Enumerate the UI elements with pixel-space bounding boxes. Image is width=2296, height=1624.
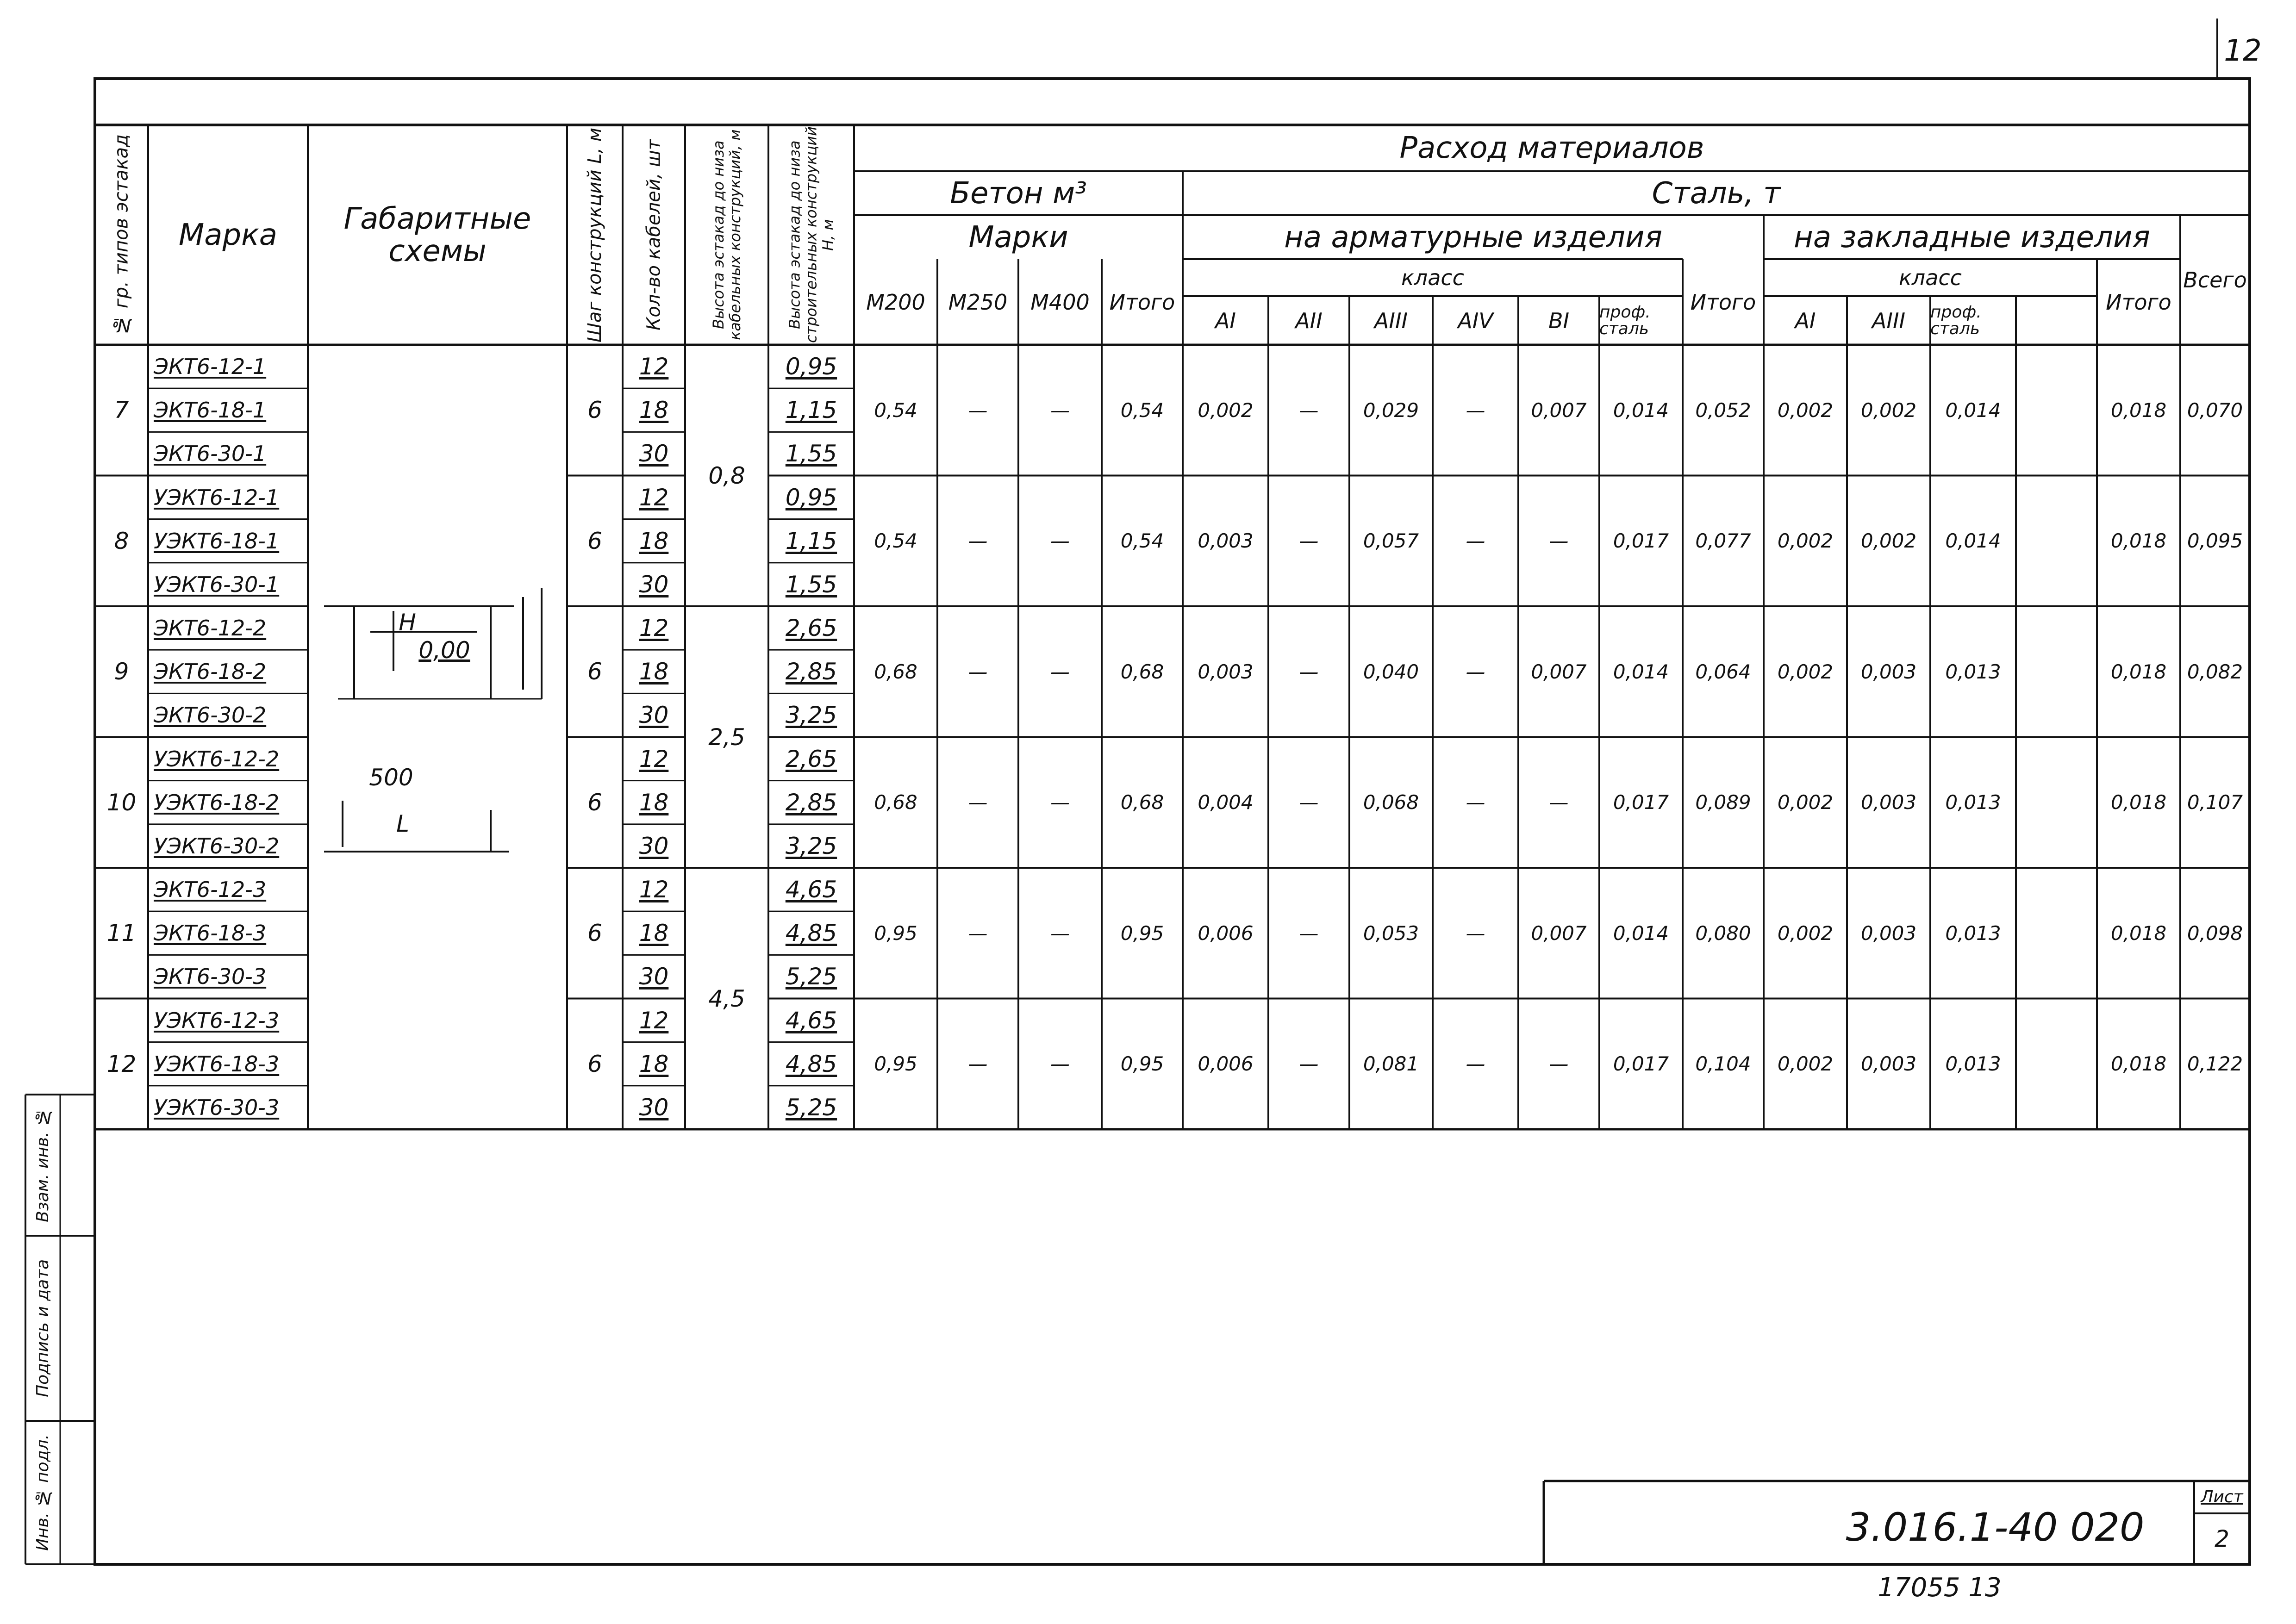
mark-cell: УЭКТ6-18-2	[154, 790, 280, 815]
header-schemes: Габаритные схемы	[343, 201, 531, 268]
value-a1: 0,003	[1198, 660, 1254, 683]
cables-cell: 30	[639, 702, 669, 729]
header-klass-rebar: класс	[1401, 265, 1464, 290]
header-prof-steel: проф. сталь	[1599, 302, 1651, 338]
value-m250: —	[968, 529, 988, 553]
value-rebar-total: 0,104	[1695, 1052, 1751, 1076]
value-a1: 0,006	[1198, 921, 1254, 945]
value-a2: —	[1299, 921, 1319, 945]
header-embed-a3: АIII	[1872, 308, 1906, 333]
value-e-a1: 0,002	[1777, 398, 1834, 422]
value-prof: 0,017	[1613, 529, 1669, 553]
value-m200: 0,68	[874, 791, 917, 814]
mark-cell: ЭКТ6-30-1	[154, 441, 267, 467]
group-number: 8	[114, 527, 129, 554]
value-a2: —	[1299, 398, 1319, 422]
scheme-h-label: H	[399, 609, 416, 636]
header-group-no: № гр. типов эстакад	[111, 134, 132, 336]
step-value: 6	[587, 1050, 602, 1077]
header-step: Шаг конструкций L, м	[584, 127, 605, 342]
scheme-offset-label: 500	[369, 764, 413, 791]
value-a2: —	[1299, 1052, 1319, 1076]
height-cell: 5,25	[785, 1094, 837, 1121]
cables-cell: 18	[639, 789, 669, 816]
mark-cell: УЭКТ6-30-2	[154, 833, 280, 859]
value-e-a3: 0,003	[1860, 921, 1917, 945]
value-m200: 0,68	[874, 660, 917, 683]
value-e-total: 0,018	[2110, 660, 2167, 683]
value-b1: 0,007	[1531, 398, 1587, 422]
stamp-sheet-number: 2	[2215, 1525, 2229, 1552]
step-value: 6	[587, 527, 602, 554]
value-m250: —	[968, 921, 988, 945]
mark-cell: УЭКТ6-12-3	[154, 1008, 280, 1033]
header-a4: АIV	[1458, 308, 1493, 333]
header-rebar-items: на арматурные изделия	[1284, 220, 1662, 255]
height-cell: 5,25	[785, 963, 837, 990]
height-bottom-value: 0,8	[708, 462, 745, 489]
value-conc-total: 0,95	[1120, 921, 1164, 945]
cables-cell: 12	[639, 615, 669, 642]
stamp-document-code: 3.016.1-40 020	[1846, 1505, 2145, 1550]
cables-cell: 30	[639, 832, 669, 859]
side-label-signature-date: Подпись и дата	[33, 1259, 52, 1398]
height-cell: 2,65	[785, 745, 837, 772]
value-m400: —	[1050, 398, 1070, 422]
value-b1: 0,007	[1531, 660, 1587, 683]
header-m200: М200	[866, 289, 925, 315]
header-klass-embed: класс	[1899, 265, 1962, 290]
header-itogo-concrete: Итого	[1109, 289, 1175, 315]
header-itogo-rebar: Итого	[1690, 289, 1756, 315]
header-height-struct: Высота эстакад до низа строительных конструкций H, м	[786, 126, 837, 343]
header-consumption: Расход материалов	[1399, 131, 1704, 165]
header-itogo-embed: Итого	[2106, 289, 2171, 315]
value-m250: —	[968, 791, 988, 814]
header-concrete: Бетон м³	[950, 176, 1087, 211]
mark-cell: ЭКТ6-12-3	[154, 877, 267, 902]
value-a4: —	[1466, 921, 1485, 945]
height-cell: 4,65	[785, 876, 837, 903]
value-e-a1: 0,002	[1777, 660, 1834, 683]
value-m400: —	[1050, 921, 1070, 945]
mark-cell: УЭКТ6-30-1	[154, 572, 280, 597]
scheme-zero-label: 0,00	[418, 637, 470, 664]
header-embed-a1: АI	[1795, 308, 1816, 333]
cables-cell: 12	[639, 1007, 669, 1034]
value-a4: —	[1466, 791, 1485, 814]
value-total: 0,095	[2187, 529, 2243, 553]
value-prof: 0,014	[1613, 660, 1669, 683]
value-b1: —	[1549, 1052, 1569, 1076]
value-conc-total: 0,54	[1120, 529, 1164, 553]
value-prof: 0,014	[1613, 398, 1669, 422]
value-a4: —	[1466, 660, 1485, 683]
header-a1: АI	[1215, 308, 1236, 333]
height-cell: 3,25	[785, 702, 837, 729]
height-cell: 1,15	[785, 397, 837, 424]
side-label-replaced-inv: Взам. инв. №	[33, 1108, 52, 1223]
value-a3: 0,081	[1363, 1052, 1419, 1076]
value-total: 0,107	[2187, 791, 2243, 814]
header-total: Всего	[2183, 268, 2247, 292]
value-e-a3: 0,003	[1860, 791, 1917, 814]
value-a3: 0,057	[1363, 529, 1419, 553]
mark-cell: УЭКТ6-18-1	[154, 528, 280, 554]
value-m200: 0,54	[874, 398, 917, 422]
value-total: 0,070	[2187, 398, 2243, 422]
cables-cell: 12	[639, 876, 669, 903]
value-a1: 0,006	[1198, 1052, 1254, 1076]
step-value: 6	[587, 658, 602, 685]
value-m250: —	[968, 660, 988, 683]
value-conc-total: 0,68	[1120, 660, 1164, 683]
header-embed-prof: проф. сталь	[1930, 302, 1982, 338]
cables-cell: 12	[639, 745, 669, 772]
value-m250: —	[968, 1052, 988, 1076]
value-b1: —	[1549, 791, 1569, 814]
value-total: 0,122	[2187, 1052, 2243, 1076]
scheme-span-label: L	[396, 810, 409, 837]
height-cell: 0,95	[785, 353, 837, 380]
header-grades: Марки	[968, 220, 1068, 255]
header-m400: М400	[1030, 289, 1090, 315]
height-cell: 1,15	[785, 527, 837, 554]
cables-cell: 18	[639, 1050, 669, 1077]
value-e-prof: 0,013	[1945, 791, 2001, 814]
value-m400: —	[1050, 1052, 1070, 1076]
value-e-total: 0,018	[2110, 791, 2167, 814]
cables-cell: 12	[639, 353, 669, 380]
value-rebar-total: 0,080	[1695, 921, 1751, 945]
value-e-a1: 0,002	[1777, 791, 1834, 814]
height-cell: 2,65	[785, 615, 837, 642]
cables-cell: 18	[639, 658, 669, 685]
cables-cell: 18	[639, 920, 669, 947]
header-a2: АII	[1295, 308, 1323, 333]
page-number: 12	[2224, 34, 2262, 68]
value-a1: 0,003	[1198, 529, 1254, 553]
value-e-prof: 0,014	[1945, 529, 2001, 553]
mark-cell: ЭКТ6-18-1	[154, 398, 267, 423]
value-a2: —	[1299, 529, 1319, 553]
value-rebar-total: 0,052	[1695, 398, 1751, 422]
value-e-a1: 0,002	[1777, 529, 1834, 553]
value-e-total: 0,018	[2110, 529, 2167, 553]
header-steel: Сталь, т	[1652, 176, 1781, 211]
header-cables: Кол-во кабелей, шт	[643, 139, 665, 331]
value-m200: 0,95	[874, 1052, 917, 1076]
cables-cell: 30	[639, 1094, 669, 1121]
value-e-prof: 0,013	[1945, 921, 2001, 945]
value-m400: —	[1050, 791, 1070, 814]
height-cell: 2,85	[785, 789, 837, 816]
value-e-prof: 0,013	[1945, 660, 2001, 683]
value-e-prof: 0,014	[1945, 398, 2001, 422]
height-cell: 2,85	[785, 658, 837, 685]
group-number: 7	[114, 397, 129, 424]
mark-cell: УЭКТ6-12-1	[154, 485, 280, 510]
value-total: 0,098	[2187, 921, 2243, 945]
value-e-a3: 0,002	[1860, 398, 1917, 422]
value-a3: 0,068	[1363, 791, 1419, 814]
footer-note: 17055 13	[1878, 1572, 2002, 1603]
step-value: 6	[587, 789, 602, 816]
value-prof: 0,017	[1613, 1052, 1669, 1076]
value-e-total: 0,018	[2110, 1052, 2167, 1076]
value-conc-total: 0,68	[1120, 791, 1164, 814]
value-a3: 0,029	[1363, 398, 1419, 422]
value-conc-total: 0,95	[1120, 1052, 1164, 1076]
cables-cell: 30	[639, 571, 669, 598]
height-cell: 1,55	[785, 571, 837, 598]
height-cell: 4,85	[785, 1050, 837, 1077]
value-prof: 0,014	[1613, 921, 1669, 945]
mark-cell: ЭКТ6-12-2	[154, 616, 267, 641]
value-a3: 0,040	[1363, 660, 1419, 683]
value-e-a1: 0,002	[1777, 921, 1834, 945]
value-a3: 0,053	[1363, 921, 1419, 945]
height-cell: 4,85	[785, 920, 837, 947]
value-e-a3: 0,002	[1860, 529, 1917, 553]
group-number: 9	[114, 658, 129, 685]
header-a3: АIII	[1374, 308, 1408, 333]
mark-cell: ЭКТ6-18-3	[154, 921, 267, 946]
mark-cell: ЭКТ6-18-2	[154, 659, 267, 684]
value-m400: —	[1050, 660, 1070, 683]
value-rebar-total: 0,064	[1695, 660, 1751, 683]
group-number: 12	[106, 1050, 137, 1077]
value-m200: 0,54	[874, 529, 917, 553]
value-e-total: 0,018	[2110, 921, 2167, 945]
mark-cell: УЭКТ6-12-2	[154, 746, 280, 772]
header-height-bottom: Высота эстакад до низа кабельных конструкций, м	[710, 129, 744, 341]
header-embed-items: на закладные изделия	[1793, 220, 2151, 255]
value-a4: —	[1466, 1052, 1485, 1076]
value-a1: 0,002	[1198, 398, 1254, 422]
side-label-inv-original: Инв. № подл.	[33, 1434, 52, 1551]
height-cell: 4,65	[785, 1007, 837, 1034]
cables-cell: 12	[639, 484, 669, 511]
header-b1: ВI	[1548, 308, 1570, 333]
height-cell: 1,55	[785, 440, 837, 467]
cables-cell: 18	[639, 397, 669, 424]
height-cell: 0,95	[785, 484, 837, 511]
value-rebar-total: 0,077	[1695, 529, 1751, 553]
mark-cell: ЭКТ6-30-2	[154, 703, 267, 728]
mark-cell: УЭКТ6-18-3	[154, 1051, 280, 1076]
value-a2: —	[1299, 791, 1319, 814]
mark-cell: ЭКТ6-30-3	[154, 964, 267, 989]
mark-cell: ЭКТ6-12-1	[154, 354, 267, 380]
group-number: 11	[106, 920, 137, 947]
value-b1: 0,007	[1531, 921, 1587, 945]
value-m200: 0,95	[874, 921, 917, 945]
value-e-a1: 0,002	[1777, 1052, 1834, 1076]
cables-cell: 30	[639, 440, 669, 467]
value-rebar-total: 0,089	[1695, 791, 1751, 814]
step-value: 6	[587, 920, 602, 947]
value-m400: —	[1050, 529, 1070, 553]
value-a4: —	[1466, 529, 1485, 553]
value-conc-total: 0,54	[1120, 398, 1164, 422]
value-e-a3: 0,003	[1860, 1052, 1917, 1076]
value-a2: —	[1299, 660, 1319, 683]
value-total: 0,082	[2187, 660, 2243, 683]
mark-cell: УЭКТ6-30-3	[154, 1095, 280, 1120]
value-e-a3: 0,003	[1860, 660, 1917, 683]
value-m250: —	[968, 398, 988, 422]
height-bottom-value: 2,5	[708, 723, 745, 751]
value-a4: —	[1466, 398, 1485, 422]
header-m250: М250	[948, 289, 1008, 315]
header-mark: Марка	[179, 218, 277, 252]
cables-cell: 30	[639, 963, 669, 990]
value-prof: 0,017	[1613, 791, 1669, 814]
group-number: 10	[106, 789, 137, 816]
value-e-prof: 0,013	[1945, 1052, 2001, 1076]
height-bottom-value: 4,5	[708, 985, 745, 1012]
value-b1: —	[1549, 529, 1569, 553]
step-value: 6	[587, 397, 602, 424]
value-e-total: 0,018	[2110, 398, 2167, 422]
cables-cell: 18	[639, 527, 669, 554]
height-cell: 3,25	[785, 832, 837, 859]
value-a1: 0,004	[1198, 791, 1254, 814]
stamp-sheet-label: Лист	[2201, 1487, 2243, 1506]
